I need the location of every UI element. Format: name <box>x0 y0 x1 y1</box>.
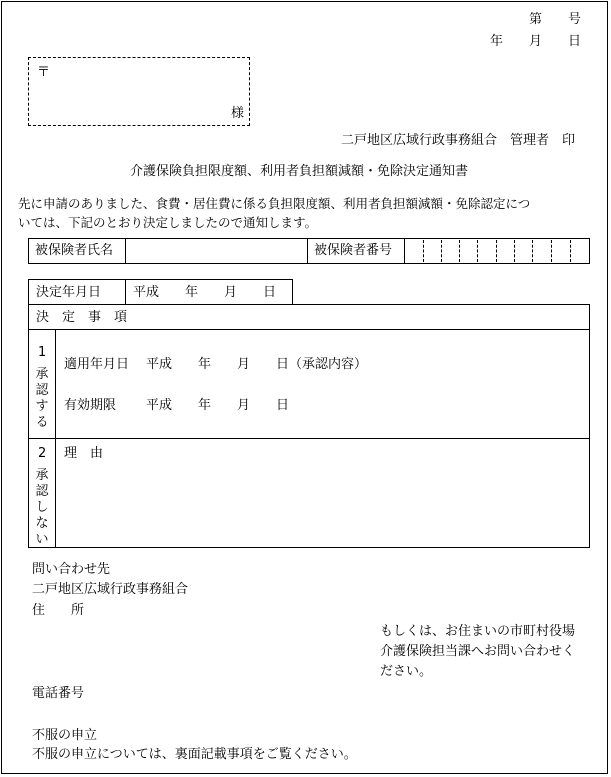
contact-address-label: 住 所 <box>32 603 85 618</box>
insured-name-label: 被保険者氏名 <box>35 243 114 258</box>
honorific: 様 <box>231 106 245 121</box>
digit-divider <box>551 240 552 262</box>
document-page <box>1 1 608 774</box>
insured-divider-1 <box>125 238 126 264</box>
address-box <box>28 57 250 126</box>
document-number-label: 第 号 <box>529 12 582 27</box>
decision-items-rule <box>28 329 590 330</box>
digit-divider <box>514 240 515 262</box>
approve-number: 1 <box>38 345 47 360</box>
valid-period-label: 有効期限 <box>64 398 117 413</box>
insured-divider-3 <box>404 238 405 264</box>
contact-alt-line-2: 介護保険担当課へお問い合わせく <box>380 644 576 659</box>
digit-divider <box>423 240 424 262</box>
decision-date-label: 決定年月日 <box>36 285 102 300</box>
decision-date-divider <box>125 279 126 304</box>
digit-divider <box>441 240 442 262</box>
document-title: 介護保険負担限度額、利用者負担額減額・免除決定通知書 <box>130 164 469 179</box>
reject-number: 2 <box>38 446 47 461</box>
contact-alt-line-3: ださい。 <box>380 664 433 679</box>
issuer-line: 二戸地区広域行政事務組合 管理者 印 <box>341 133 576 148</box>
intro-line-2: いては、下記のとおり決定しましたので通知します。 <box>18 215 318 230</box>
insured-number-label: 被保険者番号 <box>314 243 393 258</box>
insured-divider-2 <box>307 238 308 264</box>
decision-items-table <box>28 304 590 548</box>
digit-divider <box>570 240 571 262</box>
applicable-date-label: 適用年月日 <box>64 357 130 372</box>
insured-name-field[interactable] <box>130 243 302 259</box>
contact-org: 二戸地区広域行政事務組合 <box>32 582 189 597</box>
approve-side-label: 承認する <box>35 367 49 430</box>
contact-phone-label: 電話番号 <box>32 686 85 701</box>
digit-divider <box>459 240 460 262</box>
applicable-date-value: 平成 年 月 日（承認内容） <box>146 357 368 372</box>
document-date-label: 年 月 日 <box>490 34 582 49</box>
digit-divider <box>496 240 497 262</box>
decision-date-value: 平成 年 月 日 <box>133 285 277 300</box>
digit-divider <box>477 240 478 262</box>
contact-heading: 問い合わせ先 <box>32 562 111 577</box>
appeal-text: 不服の申立については、裏面記載事項をご覧ください。 <box>32 747 357 762</box>
valid-period-value: 平成 年 月 日 <box>146 398 290 413</box>
approve-reject-rule <box>28 438 590 439</box>
digit-divider <box>532 240 533 262</box>
appeal-heading: 不服の申立 <box>32 728 98 743</box>
reason-label: 理 由 <box>64 446 104 461</box>
contact-alt-line-1: もしくは、お住まいの市町村役場 <box>380 624 576 639</box>
intro-line-1: 先に申請のありました、食費・居住費に係る負担限度額、利用者負担額減額・免除認定につ <box>18 196 531 211</box>
decision-items-heading: 決 定 事 項 <box>36 310 128 325</box>
reject-side-label: 承認しない <box>35 468 49 547</box>
postal-mark: 〒 <box>37 65 51 80</box>
